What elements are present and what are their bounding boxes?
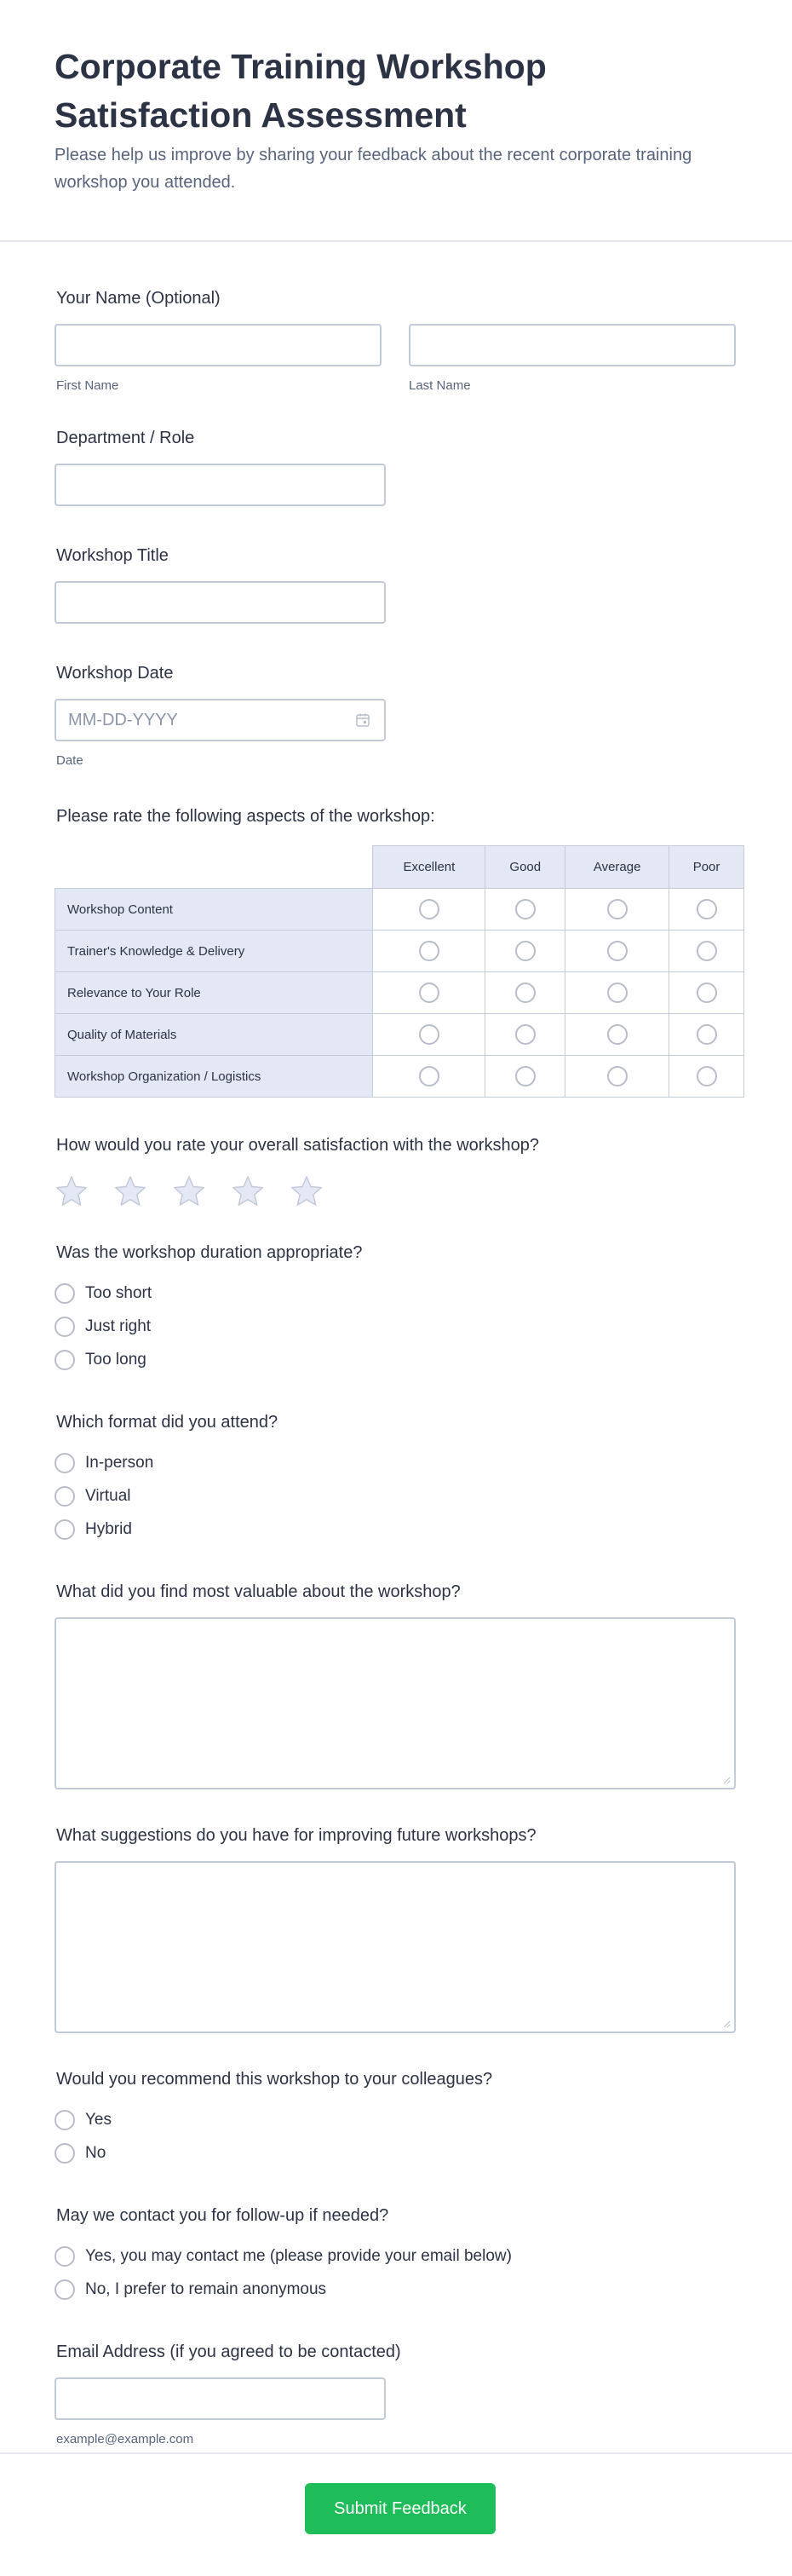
matrix-radio[interactable] (607, 1066, 628, 1086)
matrix-radio[interactable] (697, 899, 717, 919)
radio-option-label: Too short (85, 1283, 152, 1302)
workshop-title-field (48, 544, 744, 624)
matrix-row (55, 1014, 744, 1056)
star-icon[interactable] (55, 1174, 89, 1208)
radio-option-label: Too long (85, 1350, 146, 1369)
matrix-radio[interactable] (607, 941, 628, 961)
duration-options (55, 1276, 736, 1376)
duration-field (48, 1241, 744, 1376)
last-name-sublabel: Last Name (409, 378, 471, 393)
page-subtitle: Please help us improve by sharing your feedback about the recent corporate training workshop you attended. (55, 146, 692, 192)
matrix-radio[interactable] (515, 941, 536, 961)
calendar-icon[interactable] (355, 712, 370, 728)
radio-button[interactable] (55, 2279, 75, 2300)
matrix-radio[interactable] (697, 941, 717, 961)
page-title: Corporate Training Workshop Satisfaction Assessment (55, 47, 547, 135)
rating-matrix-field (48, 804, 744, 1098)
format-label: Which format did you attend? (56, 1413, 278, 1432)
radio-button[interactable] (55, 1519, 75, 1540)
matrix-radio[interactable] (515, 983, 536, 1003)
matrix-col-header: Poor (669, 846, 744, 889)
first-name-sublabel: First Name (56, 378, 119, 393)
format-field (48, 1410, 744, 1546)
matrix-radio[interactable] (515, 1066, 536, 1086)
radio-option[interactable] (55, 1310, 736, 1343)
radio-option[interactable] (55, 2239, 736, 2273)
radio-button[interactable] (55, 1453, 75, 1473)
workshop-date-label: Workshop Date (56, 664, 174, 683)
resize-handle-icon[interactable] (722, 1776, 731, 1784)
overall-rating-field (48, 1133, 744, 1208)
email-sublabel: example@example.com (56, 2432, 194, 2446)
department-input[interactable] (55, 464, 386, 506)
radio-button[interactable] (55, 1350, 75, 1370)
matrix-corner (55, 846, 373, 889)
matrix-col-header: Good (485, 846, 565, 889)
matrix-col-header: Excellent (373, 846, 485, 889)
radio-button[interactable] (55, 1317, 75, 1337)
radio-option-label: Virtual (85, 1486, 131, 1505)
matrix-radio[interactable] (697, 1066, 717, 1086)
radio-option-label: No, I prefer to remain anonymous (85, 2279, 327, 2298)
contact-label: May we contact you for follow-up if needed? (56, 2206, 389, 2225)
contact-field (48, 2204, 744, 2306)
rating-label: How would you rate your overall satisfaction with the workshop? (56, 1136, 539, 1155)
suggestions-field (48, 1824, 744, 2033)
star-icon[interactable] (113, 1174, 147, 1208)
matrix-row-label: Quality of Materials (55, 1014, 373, 1056)
radio-option-label: No (85, 2143, 106, 2162)
radio-option[interactable] (55, 1513, 736, 1546)
last-name-input[interactable] (409, 324, 736, 366)
matrix-row-label: Relevance to Your Role (55, 972, 373, 1014)
matrix-radio[interactable] (697, 1024, 717, 1045)
radio-option[interactable] (55, 1446, 736, 1479)
radio-option[interactable] (55, 1479, 736, 1513)
department-field (48, 426, 744, 506)
workshop-title-input[interactable] (55, 581, 386, 624)
workshop-date-field (48, 661, 744, 769)
matrix-radio[interactable] (419, 941, 439, 961)
matrix-row-label: Workshop Organization / Logistics (55, 1056, 373, 1098)
recommend-field (48, 2067, 744, 2170)
matrix-row-label: Trainer's Knowledge & Delivery (55, 931, 373, 972)
matrix-radio[interactable] (419, 1066, 439, 1086)
format-options (55, 1446, 736, 1546)
recommend-label: Would you recommend this workshop to your colleagues? (56, 2070, 493, 2089)
matrix-radio[interactable] (697, 983, 717, 1003)
matrix-row-label: Workshop Content (55, 889, 373, 931)
matrix-col-header: Average (565, 846, 669, 889)
matrix-radio[interactable] (515, 1024, 536, 1045)
matrix-radio[interactable] (607, 983, 628, 1003)
radio-option[interactable] (55, 2136, 736, 2170)
radio-option[interactable] (55, 2273, 736, 2306)
radio-option-label: Yes, you may contact me (please provide your email below) (85, 2246, 512, 2265)
radio-option-label: In-person (85, 1453, 154, 1472)
first-name-input[interactable] (55, 324, 382, 366)
radio-button[interactable] (55, 2246, 75, 2267)
matrix-row (55, 931, 744, 972)
date-placeholder: MM-DD-YYYY (68, 710, 178, 729)
radio-button[interactable] (55, 1486, 75, 1507)
form-body (0, 286, 792, 2447)
workshop-date-input[interactable] (55, 699, 386, 741)
name-field (48, 286, 744, 394)
email-field (48, 2340, 744, 2447)
matrix-label: Please rate the following aspects of the workshop: (56, 807, 435, 826)
matrix-radio[interactable] (607, 1024, 628, 1045)
name-label: Your Name (Optional) (56, 289, 221, 308)
rating-matrix (55, 845, 744, 1098)
radio-option[interactable] (55, 1343, 736, 1376)
email-label: Email Address (if you agreed to be contacted) (56, 2343, 401, 2361)
suggestions-label: What suggestions do you have for improving future workshops? (56, 1826, 537, 1845)
radio-button[interactable] (55, 2110, 75, 2130)
radio-button[interactable] (55, 2143, 75, 2164)
contact-options (55, 2239, 736, 2306)
recommend-options (55, 2103, 736, 2170)
star-icon[interactable] (231, 1174, 265, 1208)
valuable-textarea[interactable] (55, 1617, 736, 1789)
radio-option-label: Just right (85, 1317, 152, 1335)
date-sublabel: Date (56, 753, 83, 768)
workshop-title-label: Workshop Title (56, 546, 169, 565)
submit-button[interactable]: Submit Feedback (305, 2483, 496, 2534)
email-input[interactable] (55, 2377, 386, 2420)
form-header (0, 0, 792, 242)
radio-option[interactable] (55, 1276, 736, 1310)
matrix-row (55, 889, 744, 931)
matrix-radio[interactable] (419, 899, 439, 919)
radio-option[interactable] (55, 2103, 736, 2136)
matrix-radio[interactable] (515, 899, 536, 919)
suggestions-textarea[interactable] (55, 1861, 736, 2033)
matrix-radio[interactable] (419, 1024, 439, 1045)
radio-option-label: Hybrid (85, 1519, 132, 1538)
form-footer (0, 2452, 792, 2576)
star-rating (53, 1174, 736, 1208)
department-label: Department / Role (56, 429, 195, 447)
radio-option-label: Yes (85, 2110, 112, 2129)
valuable-field (48, 1580, 744, 1789)
matrix-row (55, 1056, 744, 1098)
resize-handle-icon[interactable] (722, 2020, 731, 2028)
star-icon[interactable] (172, 1174, 206, 1208)
star-icon[interactable] (290, 1174, 324, 1208)
matrix-row (55, 972, 744, 1014)
duration-label: Was the workshop duration appropriate? (56, 1243, 363, 1262)
valuable-label: What did you find most valuable about the workshop? (56, 1582, 461, 1601)
matrix-radio[interactable] (419, 983, 439, 1003)
matrix-radio[interactable] (607, 899, 628, 919)
radio-button[interactable] (55, 1283, 75, 1304)
